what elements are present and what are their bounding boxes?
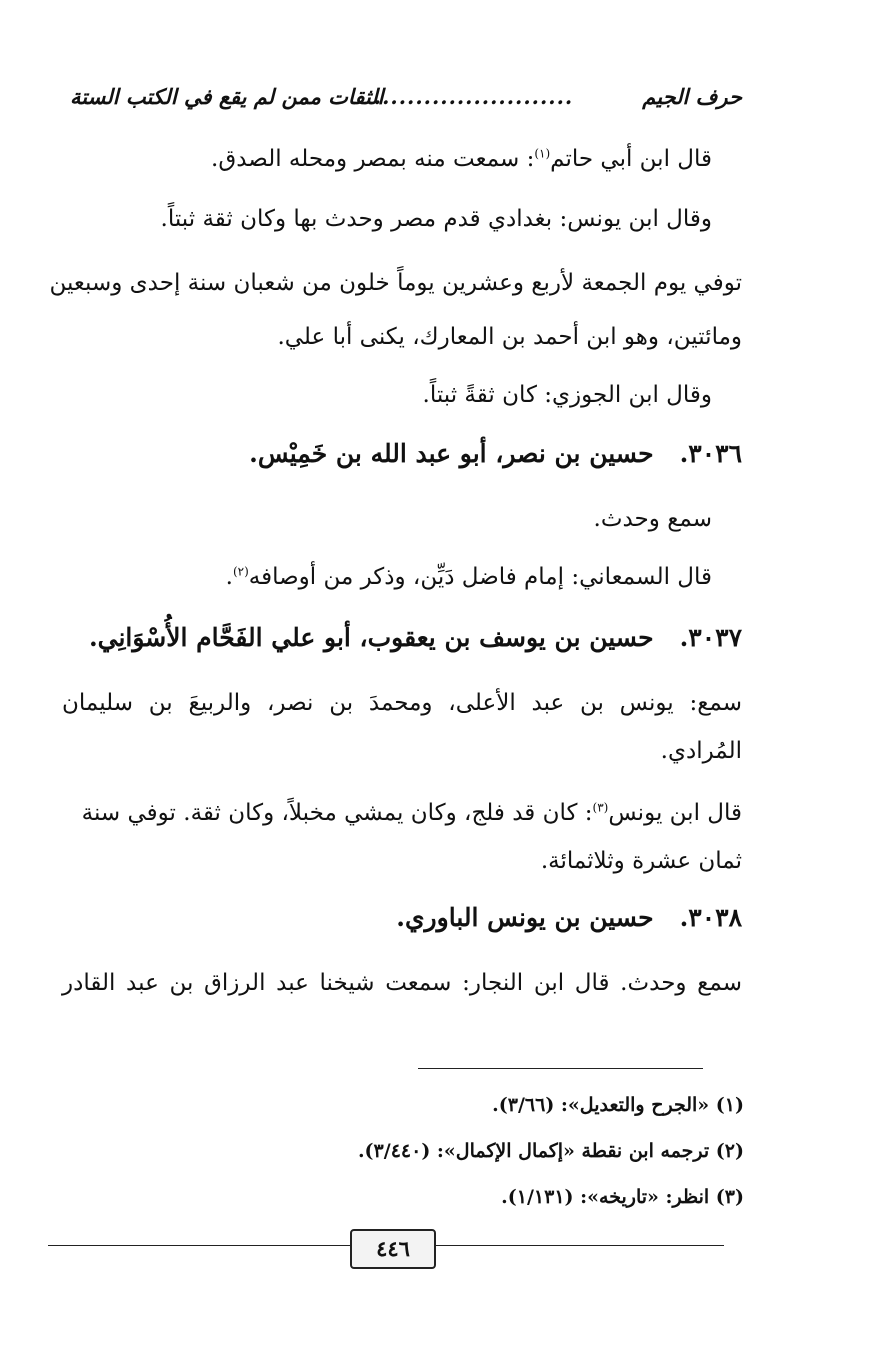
- entry-name: حسين بن يونس الباوري.: [396, 903, 654, 932]
- header-leader-dots: ........................: [373, 84, 574, 109]
- paragraph-line: وقال ابن الجوزي: كان ثقةً ثبتاً.: [422, 382, 712, 408]
- paragraph-line: قال ابن يونس$^{(٣)}$: كان قد فلج، وكان يمشي مخبلاً، وكان ثقة. توفي سنة: [81, 800, 742, 826]
- entry-heading: [62, 618, 742, 658]
- paragraph-line: قال السمعاني: إمام فاضل دَيِّن، وذكر من أوصافه$^{(٢)}$.: [225, 564, 712, 590]
- header-chapter: حرف الجيم: [642, 84, 742, 109]
- paragraph-line: سمع: يونس بن عبد الأعلى، ومحمدَ بن نصر، والربيعَ بن سليمان: [62, 690, 742, 716]
- footnote-ref: (٢): [232, 564, 249, 579]
- entry-name: حسين بن يوسف بن يعقوب، أبو علي الفَحَّام الأُسْوَانِي.: [88, 623, 654, 652]
- entry-number: ٣٠٣٨.: [679, 903, 742, 932]
- paragraph-line: سمع وحدث. قال ابن النجار: سمعت شيخنا عبد الرزاق بن عبد القادر: [62, 970, 742, 996]
- entry-number: ٣٠٣٦.: [679, 439, 742, 468]
- paragraph-line: وقال ابن يونس: بغدادي قدم مصر وحدث بها وكان ثقة ثبتاً.: [160, 206, 712, 232]
- paragraph-line: ومائتين، وهو ابن أحمد بن المعارك، يكنى أبا علي.: [277, 324, 742, 350]
- page-number: ٤٤٦: [350, 1229, 436, 1269]
- footer-rule-left: [48, 1245, 350, 1246]
- entry-name: حسين بن نصر، أبو عبد الله بن خَمِيْس.: [249, 439, 654, 468]
- entry-heading: [62, 434, 742, 474]
- footnote: (٣) انظر: «تاريخه»: (١/١٣١).: [501, 1186, 744, 1208]
- footnote-ref: (١): [534, 146, 551, 161]
- paragraph-line: ثمان عشرة وثلاثمائة.: [540, 848, 742, 874]
- footnote-divider: [418, 1068, 703, 1069]
- paragraph-line: سمع وحدث.: [593, 506, 712, 532]
- paragraph-line: قال ابن أبي حاتم$^{(١)}$: سمعت منه بمصر ومحله الصدق.: [211, 146, 712, 172]
- footnote-ref: (٣): [592, 800, 609, 815]
- entry-number: ٣٠٣٧.: [679, 623, 742, 652]
- footnote: (١) «الجرح والتعديل»: (٣/٦٦).: [492, 1094, 744, 1116]
- footnote: (٢) ترجمه ابن نقطة «إكمال الإكمال»: (٣/٤٤٠).: [357, 1140, 744, 1162]
- running-header: [70, 84, 742, 118]
- paragraph-line: المُرادي.: [660, 738, 742, 764]
- entry-heading: [62, 898, 742, 938]
- header-book-title: الثقات ممن لم يقع في الكتب الستة: [70, 84, 384, 109]
- paragraph-line: توفي يوم الجمعة لأربع وعشرين يوماً خلون من شعبان سنة إحدى وسبعين: [49, 270, 742, 296]
- footer-rule-right: [434, 1245, 724, 1246]
